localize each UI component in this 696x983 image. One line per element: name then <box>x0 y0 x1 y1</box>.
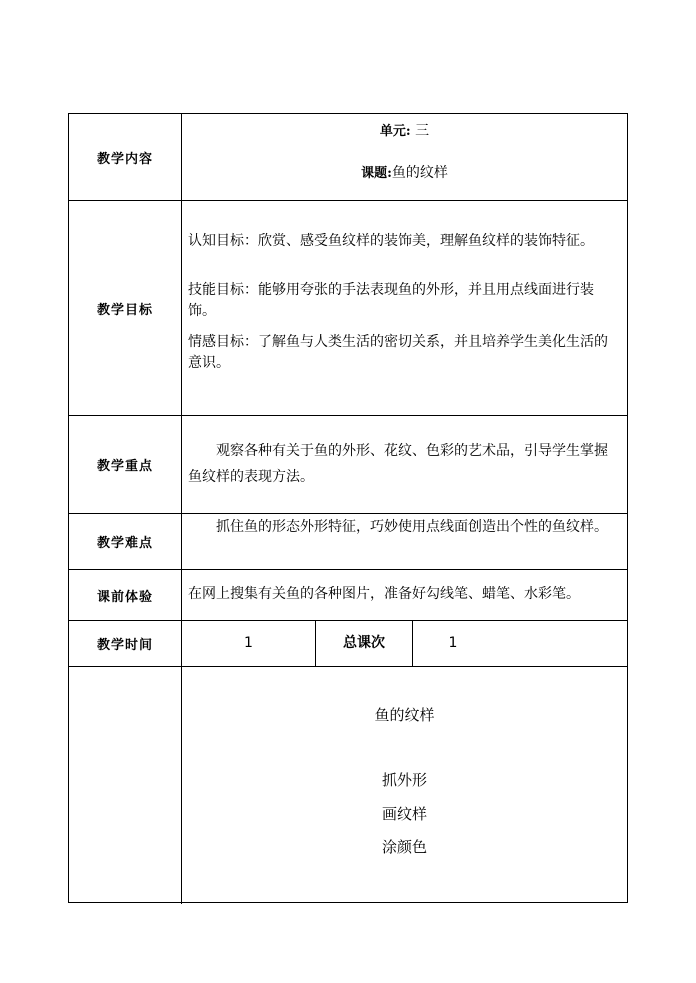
goal-emotional: 情感目标：了解鱼与人类生活的密切关系，并且培养学生美化生活的意识。 <box>188 334 608 371</box>
row-key-points <box>69 416 627 514</box>
label-teaching-content: 教学内容 <box>69 114 182 200</box>
row-teaching-content <box>69 114 627 201</box>
label-teaching-time: 教学时间 <box>69 621 182 666</box>
goal-skill: 技能目标：能够用夸张的手法表现鱼的外形，并且用点线面进行装饰。 <box>188 282 594 319</box>
label-key-points: 教学重点 <box>69 416 182 513</box>
row-board-design <box>69 667 627 904</box>
row-teaching-goals <box>69 201 627 416</box>
unit-line <box>182 121 627 142</box>
preparation-text: 在网上搜集有关鱼的各种图片，准备好勾线笔、蜡笔、水彩笔。 <box>188 586 580 602</box>
goal-cognitive: 认知目标：欣赏、感受鱼纹样的装饰美，理解鱼纹样的装饰特征。 <box>188 233 594 249</box>
content-board-design <box>182 667 627 904</box>
topic-value: 鱼的纹样 <box>391 165 448 181</box>
topic-line <box>182 163 627 184</box>
topic-label: 课题: <box>361 166 392 181</box>
board-line-1: 抓外形 <box>381 771 427 789</box>
row-teaching-time <box>69 621 627 667</box>
row-preparation <box>69 570 627 621</box>
board-line-2: 画纹样 <box>381 805 427 823</box>
label-board-design <box>69 667 182 904</box>
label-preparation: 课前体验 <box>69 570 182 620</box>
key-points-text: 观察各种有关于鱼的外形、花纹、色彩的艺术品，引导学生掌握鱼纹样的表现方法。 <box>188 443 608 485</box>
content-preparation <box>182 570 627 620</box>
total-lessons-label: 总课次 <box>316 621 413 666</box>
row-difficulties <box>69 514 627 570</box>
board-title: 鱼的纹样 <box>374 706 435 724</box>
unit-value: 三 <box>410 123 430 139</box>
content-teaching-goals <box>182 201 627 415</box>
unit-label: 单元: <box>379 124 411 139</box>
board-line-3: 涂颜色 <box>381 838 427 856</box>
label-difficulties: 教学难点 <box>69 514 182 569</box>
difficulties-text: 抓住鱼的形态外形特征，巧妙使用点线面创造出个性的鱼纹样。 <box>216 519 608 535</box>
content-teaching-content <box>182 114 627 200</box>
label-teaching-goals: 教学目标 <box>69 201 182 415</box>
content-key-points <box>182 416 627 513</box>
content-teaching-time <box>182 621 627 666</box>
total-lessons-value: 1 <box>448 635 458 651</box>
lesson-plan-table <box>68 113 628 903</box>
teaching-time-value: 1 <box>182 621 316 666</box>
content-difficulties <box>182 514 627 569</box>
